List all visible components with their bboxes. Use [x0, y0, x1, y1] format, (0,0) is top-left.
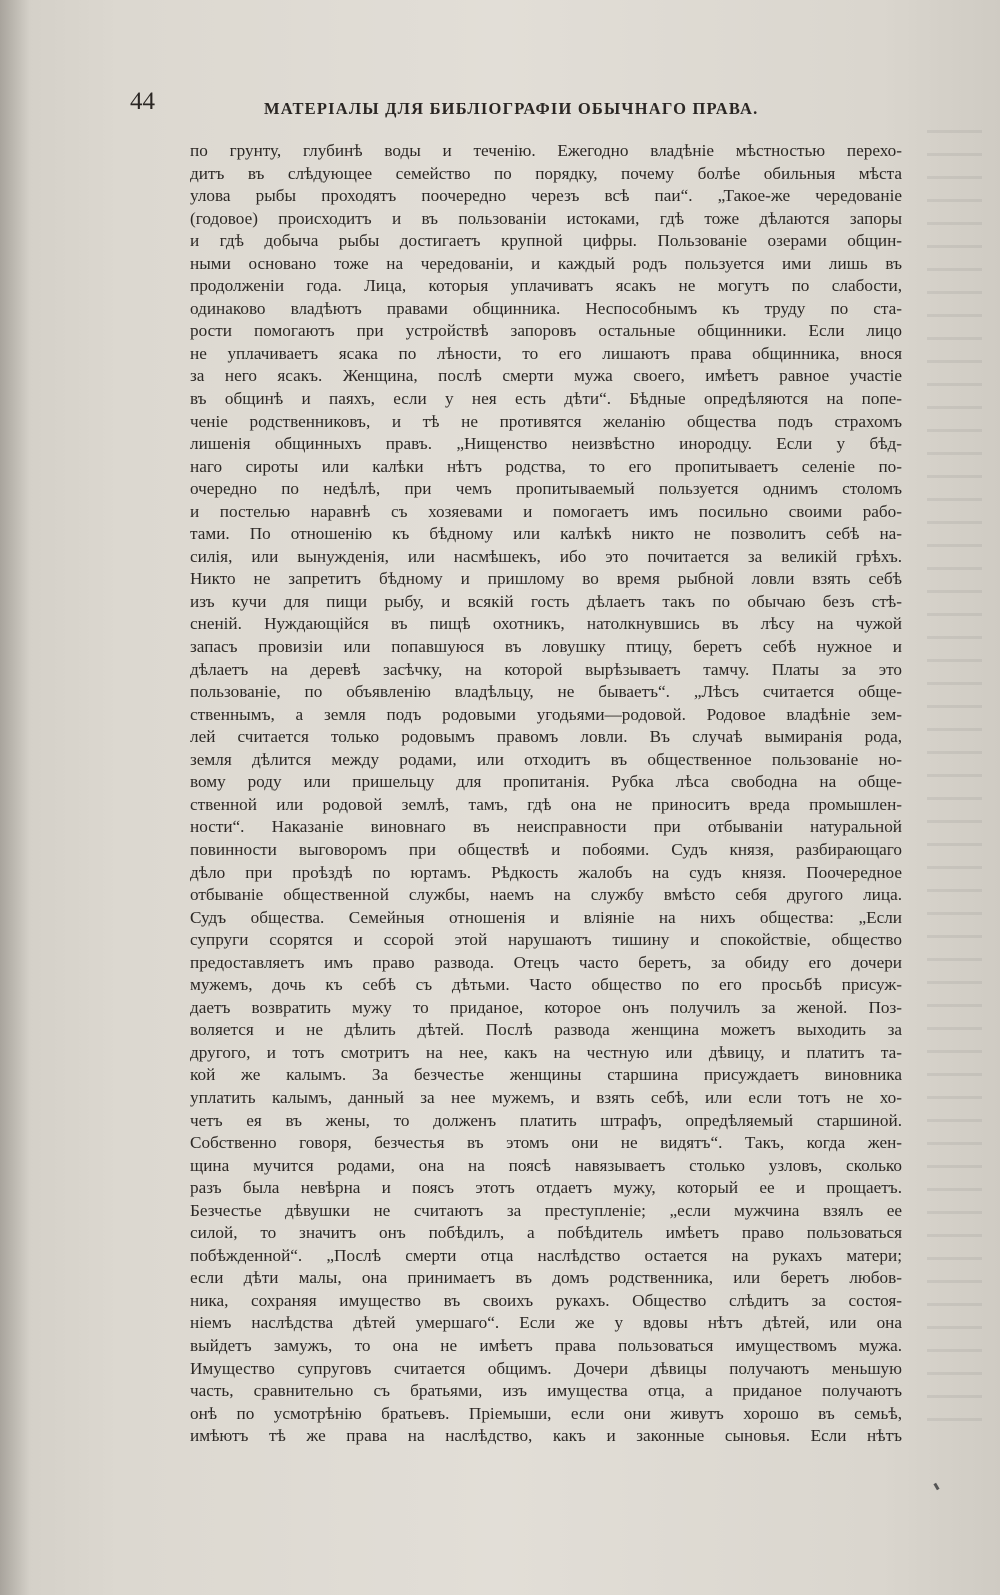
- show-through-text: [927, 130, 982, 1430]
- binding-shadow: [0, 0, 30, 1595]
- text-line: кой же калымъ. За безчестье женщины старшина присуждаетъ виновника: [190, 1065, 902, 1085]
- text-line: имѣютъ тѣ же права на наслѣдство, какъ и законные сыновья. Если нѣтъ: [190, 1426, 902, 1446]
- text-line: часть, сравнительно съ братьями, изъ имущества отца, а приданое получаютъ: [190, 1381, 902, 1401]
- text-line: силія, или вынужденія, или насмѣшекъ, ибо это почитается за великій грѣхъ.: [190, 546, 902, 566]
- text-line: повинности выговоромъ при обществѣ и побоями. Судъ князя, разбирающаго: [190, 839, 902, 859]
- text-line: четъ ея въ жены, то долженъ платить штрафъ, опредѣляемый старшиной.: [190, 1110, 902, 1130]
- text-line: въ общинѣ и паяхъ, если у нея есть дѣти“. Бѣдные опредѣляются на попе-: [190, 389, 902, 409]
- text-line: ности“. Наказаніе виновнаго въ неисправности при отбываніи натуральной: [190, 817, 902, 837]
- text-line: отбываніе общественной службы, наемъ на службу вмѣсто себя другого лица.: [190, 885, 902, 905]
- text-line: воляется и не дѣлить дѣтей. Послѣ развода женщина можетъ выходить за: [190, 1020, 902, 1040]
- text-line: (годовое) происходитъ и въ пользованіи истоками, гдѣ тоже дѣлаются запоры: [190, 208, 902, 228]
- text-line: сненій. Нуждающійся въ пищѣ охотникъ, натолкнувшись въ лѣсу на чужой: [190, 614, 902, 634]
- text-line: если дѣти малы, она принимаетъ въ домъ родственника, или беретъ любов-: [190, 1268, 902, 1288]
- text-line: дѣло при проѣздѣ по юртамъ. Рѣдкость жалобъ на судъ князя. Поочередное: [190, 862, 902, 882]
- text-line: дитъ въ слѣдующее семейство по порядку, почему болѣе обильныя мѣста: [190, 163, 902, 183]
- text-line: побѣжденной“. „Послѣ смерти отца наслѣдство остается на рукахъ матери;: [190, 1245, 902, 1265]
- text-line: Никто не запретитъ бѣдному и пришлому во время рыбной ловли взять себѣ: [190, 569, 902, 589]
- text-line: ственнымъ, а земля подъ родовыми угодьями—родовой. Родовое владѣніе зем-: [190, 704, 902, 724]
- text-line: изъ кучи для пищи рыбу, и всякій гость дѣлаетъ такъ по обычаю безъ стѣ-: [190, 591, 902, 611]
- text-line: Безчестье дѣвушки не считаютъ за преступленіе; „если мужчина взялъ ее: [190, 1200, 902, 1220]
- text-line: другого, и тотъ смотритъ на нее, какъ на честную или дѣвицу, и платитъ та-: [190, 1042, 902, 1062]
- text-line: мужемъ, дочь къ себѣ съ дѣтьми. Часто общество по его просьбѣ присуж-: [190, 975, 902, 995]
- text-line: вому роду или пришельцу для пропитанія. Рубка лѣса свободна на обще-: [190, 772, 902, 792]
- running-title: МАТЕРІАЛЫ ДЛЯ БИБЛІОГРАФІИ ОБЫЧНАГО ПРАВА.: [264, 99, 759, 118]
- text-line: ченіе родственниковъ, и тѣ не противятся желанію общества подъ страхомъ: [190, 411, 902, 431]
- text-line: даетъ возвратить мужу то приданое, которое онъ получилъ за женой. Поз-: [190, 997, 902, 1017]
- text-line: предоставляетъ имъ право развода. Отецъ часто беретъ, за обиду его дочери: [190, 952, 902, 972]
- text-line: дѣлаетъ на деревѣ засѣчку, на которой вырѣзываетъ тамчу. Платы за это: [190, 659, 902, 679]
- text-line: Собственно говоря, безчестья въ этомъ они не видятъ“. Такъ, когда жен-: [190, 1133, 902, 1153]
- text-line: по грунту, глубинѣ воды и теченію. Ежегодно владѣніе мѣстностью перехо-: [190, 141, 902, 160]
- text-line: выйдетъ замужъ, то она не имѣетъ права пользоваться имуществомъ мужа.: [190, 1335, 902, 1355]
- text-line: пользованіе, по объявленію владѣльцу, не бываетъ“. „Лѣсъ считается обще-: [190, 682, 902, 702]
- text-line: лей считается только родовымъ правомъ ловли. Въ случаѣ вымиранія рода,: [190, 727, 902, 747]
- text-line: не уплачиваетъ ясака по лѣности, то его лишаютъ права общинника, внося: [190, 343, 902, 363]
- text-line: щина мучится родами, она на поясѣ навязываетъ столько узловъ, сколько: [190, 1155, 902, 1175]
- text-line: онѣ по усмотрѣнію братьевъ. Пріемыши, если они живутъ хорошо въ семьѣ,: [190, 1403, 902, 1423]
- text-line: наго сироты или калѣки нѣтъ родства, то его пропитываетъ селеніе по-: [190, 456, 902, 476]
- paper-speck: [933, 1483, 939, 1491]
- text-line: одинаково владѣютъ правами общинника. Неспособнымъ къ труду по ста-: [190, 298, 902, 318]
- text-line: ніемъ наслѣдства дѣтей умершаго“. Если же у вдовы нѣтъ дѣтей, или она: [190, 1313, 902, 1333]
- text-line: земля дѣлится между родами, или отходитъ въ общественное пользованіе но-: [190, 749, 902, 769]
- text-line: и постелью наравнѣ съ хозяевами и помогаетъ имъ посильно своими рабо-: [190, 501, 902, 521]
- text-line: ными основано тоже на чередованіи, и каждый родъ пользуется ими лишь въ: [190, 253, 902, 273]
- text-line: продолженіи года. Лица, которыя уплачиватъ ясакъ не могутъ по слабости,: [190, 276, 902, 296]
- page-number: 44: [130, 88, 155, 115]
- text-line: очередно по недѣлѣ, при чемъ пропитываемый пользуется однимъ столомъ: [190, 479, 902, 499]
- text-line: Судъ общества. Семейныя отношенія и вліяніе на нихъ общества: „Если: [190, 907, 902, 927]
- text-line: силой, то значитъ онъ побѣдилъ, а побѣдитель имѣетъ право пользоваться: [190, 1223, 902, 1243]
- text-line: и гдѣ добыча рыбы достигаетъ крупной цифры. Пользованіе озерами общин-: [190, 231, 902, 251]
- text-line: запасъ провизіи или попавшуюся въ ловушку птицу, беретъ себѣ нужное и: [190, 637, 902, 657]
- text-line: Имущество супруговъ считается общимъ. Дочери дѣвицы получаютъ меньшую: [190, 1358, 902, 1378]
- text-line: рости помогаютъ при устройствѣ запоровъ остальные общинники. Если лицо: [190, 321, 902, 341]
- body-text: [190, 140, 902, 1448]
- text-line: ственной или родовой землѣ, тамъ, гдѣ она не приноситъ вреда промышлен-: [190, 794, 902, 814]
- text-line: уплатить калымъ, данный за нее мужемъ, и взять себѣ, или если тотъ не хо-: [190, 1087, 902, 1107]
- text-line: ника, сохраняя имущество въ своихъ рукахъ. Общество слѣдитъ за состоя-: [190, 1290, 902, 1310]
- text-line: за него ясакъ. Женщина, послѣ смерти мужа своего, имѣетъ равное участіе: [190, 366, 902, 386]
- text-line: улова рыбы проходятъ поочередно черезъ всѣ паи“. „Такое-же чередованіе: [190, 186, 902, 206]
- text-line: лишенія общинныхъ правъ. „Нищенство неизвѣстно инородцу. Если у бѣд-: [190, 434, 902, 454]
- text-line: супруги ссорятся и ссорой этой нарушаютъ тишину и спокойствіе, общество: [190, 930, 902, 950]
- text-line: тами. По отношенію къ бѣдному или калѣкѣ никто не позволитъ себѣ на-: [190, 524, 902, 544]
- text-line: разъ была невѣрна и поясъ этотъ отдаетъ мужу, который ее и прощаетъ.: [190, 1178, 902, 1198]
